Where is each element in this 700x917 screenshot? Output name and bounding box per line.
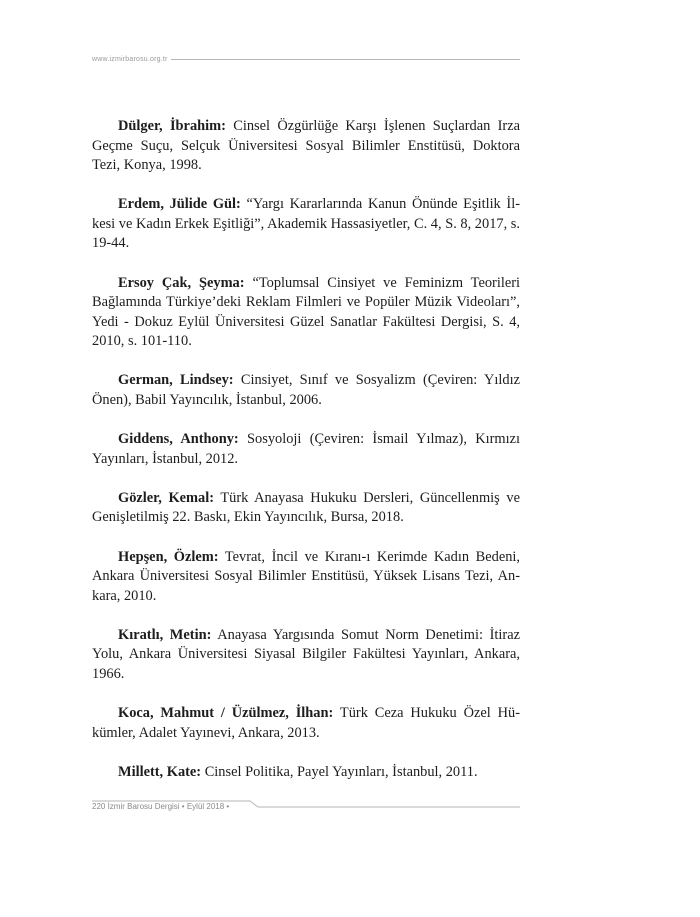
header-url: www.izmirbarosu.org.tr (92, 55, 168, 63)
reference-text: Cinsiyet, Sınıf ve Sosyalizm (Çeviren: Yıldız Önen), Babil Yayıncılık, İstanbul, 2006. (92, 372, 520, 409)
header-rule (171, 59, 520, 60)
reference-item (92, 430, 520, 469)
reference-item (92, 274, 520, 352)
reference-author: Koca, Mahmut / Üzülmez, İlhan: (118, 705, 334, 722)
reference-author: Giddens, Anthony: (118, 431, 239, 448)
reference-author: Millett, Kate: (118, 763, 202, 780)
footer-text: 220 İzmir Barosu Dergisi • Eylül 2018 • (92, 802, 230, 811)
reference-item (92, 626, 520, 685)
reference-item (92, 489, 520, 528)
reference-text: Tevrat, İncil ve Kıranı-ı Kerimde Kadın Bedeni, Ankara Üniversitesi Sosyal Bilimler Enstitüsü, Yüksek Lisans Tezi, Ankara, 2010. (92, 548, 520, 604)
reference-text: Anayasa Yargısında Somut Norm Denetimi: İtiraz Yolu, Ankara Üniversitesi Siyasal Bilgiler Fakültesi Yayınları, Ankara, 1966. (92, 626, 520, 682)
reference-author: Hepşen, Özlem: (118, 548, 219, 565)
page-footer (92, 800, 520, 814)
reference-item (92, 704, 520, 743)
reference-item (92, 763, 520, 783)
page-header (92, 52, 520, 66)
reference-text: “Yargı Kararlarında Kanun Önünde Eşitlik İlkesi ve Kadın Erkek Eşitliği”, Akademik Hassasiyetler, C. 4, S. 8, 2017, s. 19-44. (92, 196, 520, 252)
reference-text: Cinsel Politika, Payel Yayınları, İstanbul, 2011. (201, 763, 478, 780)
reference-text: “Toplumsal Cinsiyet ve Feminizm Teorileri Bağlamında Türkiye’deki Reklam Filmleri ve Popüler Müzik Videoları”, Yedi - Dokuz Eylül Üniversitesi Güzel Sanatlar Fakültesi Dergisi, S. 4, 2010, s. 101-110. (92, 274, 520, 350)
reference-author: German, Lindsey: (118, 372, 234, 389)
reference-text: Cinsel Özgürlüğe Karşı İşlenen Suçlardan Irza Geçme Suçu, Selçuk Üniversitesi Sosyal Bilimler Enstitüsü, Doktora Tezi, Konya, 1998. (92, 118, 520, 174)
reference-list (92, 117, 520, 802)
reference-author: Erdem, Jülide Gül: (118, 196, 241, 213)
reference-item (92, 117, 520, 176)
reference-text: Türk Anayasa Hukuku Dersleri, Güncellenmiş ve Genişletilmiş 22. Baskı, Ekin Yayıncılık, Bursa, 2018. (92, 489, 520, 526)
reference-author: Kıratlı, Metin: (118, 626, 212, 643)
reference-text: Türk Ceza Hukuku Özel Hükümler, Adalet Yayınevi, Ankara, 2013. (92, 705, 520, 741)
reference-author: Gözler, Kemal: (118, 489, 214, 506)
reference-item (92, 548, 520, 607)
reference-author: Dülger, İbrahim: (118, 118, 226, 134)
reference-author: Ersoy Çak, Şeyma: (118, 274, 245, 291)
reference-text: Sosyoloji (Çeviren: İsmail Yılmaz), Kırmızı Yayınları, İstanbul, 2012. (92, 431, 521, 467)
reference-item (92, 371, 520, 410)
reference-item (92, 195, 520, 254)
